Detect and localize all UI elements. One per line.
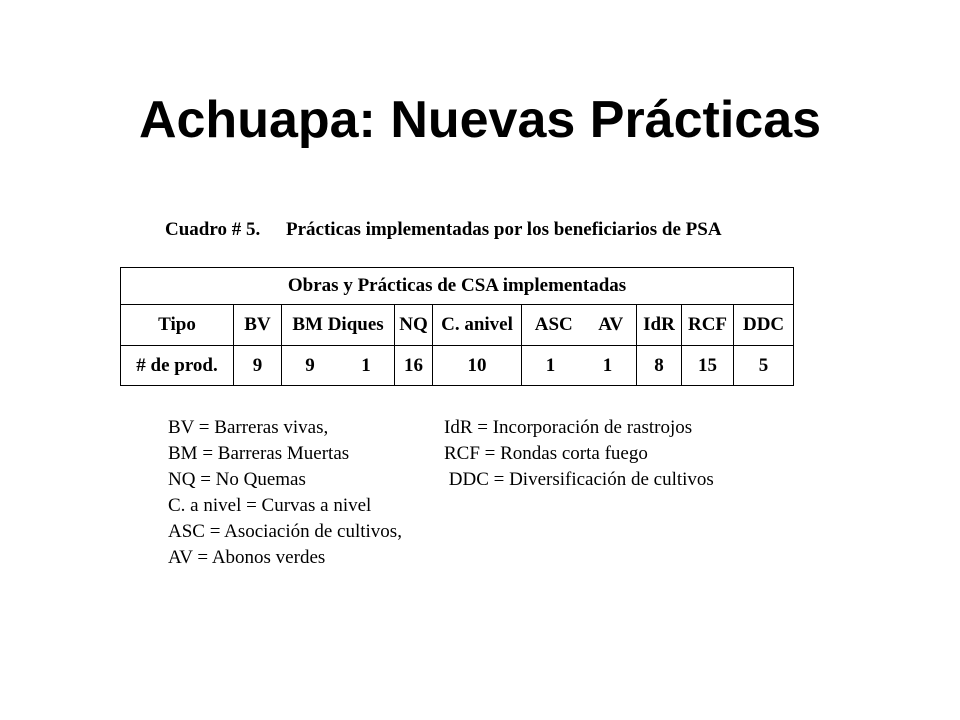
header-cell-bv: BV <box>234 305 282 346</box>
value-asc: 1 <box>545 354 556 376</box>
legend-right <box>444 415 714 493</box>
legend-left <box>168 415 402 571</box>
caption-text: Prácticas implementadas por los beneficiarios de PSA <box>286 219 722 240</box>
header-cell-ddc: DDC <box>734 305 794 346</box>
value-cell-idr: 8 <box>637 346 682 386</box>
value-diques: 1 <box>361 354 371 376</box>
slide-title: Achuapa: Nuevas Prácticas <box>138 91 822 149</box>
value-cell-asc-av <box>522 346 637 386</box>
legend-item: DDC = Diversificación de cultivos <box>444 469 714 490</box>
legend-item: AV = Abonos verdes <box>168 547 326 568</box>
value-cell-nq: 16 <box>395 346 433 386</box>
legend-item: BV = Barreras vivas, <box>168 417 329 438</box>
header-cell-c-anivel: C. anivel <box>433 305 522 346</box>
value-av: 1 <box>602 354 613 376</box>
header-label-asc: ASC <box>534 314 573 335</box>
row-label-cell: # de prod. <box>121 346 234 386</box>
header-label-av: AV <box>598 314 624 335</box>
header-cell-bm-diques <box>282 305 395 346</box>
header-cell-asc-av <box>522 305 637 346</box>
legend-item: NQ = No Quemas <box>168 469 306 490</box>
value-cell-bv: 9 <box>234 346 282 386</box>
legend-item: ASC = Asociación de cultivos, <box>168 521 402 542</box>
group-header-cell: Obras y Prácticas de CSA implementadas <box>121 268 794 305</box>
legend-item: IdR = Incorporación de rastrojos <box>444 417 693 438</box>
legend-item: RCF = Rondas corta fuego <box>444 443 648 464</box>
table-row <box>121 346 794 386</box>
legend-item: C. a nivel = Curvas a nivel <box>168 495 372 516</box>
header-cell-rcf: RCF <box>682 305 734 346</box>
row-header-cell: Tipo <box>121 305 234 346</box>
value-cell-rcf: 15 <box>682 346 734 386</box>
table-group-header-row <box>121 268 794 305</box>
legend-item: BM = Barreras Muertas <box>168 443 350 464</box>
header-label-bm: BM <box>292 314 323 335</box>
value-cell-c-anivel: 10 <box>433 346 522 386</box>
header-cell-idr: IdR <box>637 305 682 346</box>
practices-table <box>120 267 794 386</box>
caption-number: Cuadro # 5. <box>165 219 261 240</box>
table-caption <box>165 216 722 244</box>
table-header-row <box>121 305 794 346</box>
header-cell-nq: NQ <box>395 305 433 346</box>
value-cell-bm-diques <box>282 346 395 386</box>
header-label-diques: Diques <box>327 314 384 335</box>
value-cell-ddc: 5 <box>734 346 794 386</box>
value-bm: 9 <box>305 354 315 376</box>
